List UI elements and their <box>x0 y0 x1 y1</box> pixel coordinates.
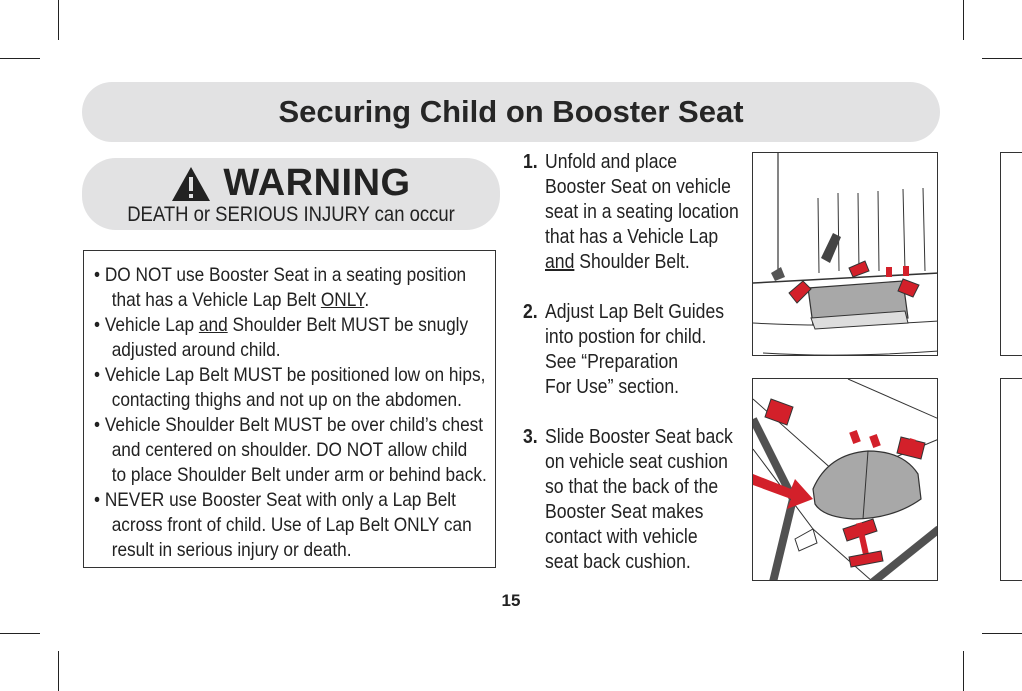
crop-mark <box>963 0 964 40</box>
warning-rule: • Vehicle Lap and Shoulder Belt MUST be snugly adjusted around child. <box>94 314 469 361</box>
warning-heading: WARNING <box>223 162 411 204</box>
warning-heading-row <box>82 162 500 205</box>
crop-mark <box>982 58 1022 59</box>
warning-rule: • Vehicle Shoulder Belt MUST be over child’s chest and centered on shoulder. DO NOT allow child to place Shoulder Belt under arm or behind back. <box>94 414 487 486</box>
warning-rule: • Vehicle Lap Belt MUST be positioned low on hips, contacting thighs and not up on the abdomen. <box>94 364 486 411</box>
step-number: 2. <box>523 301 538 323</box>
adjacent-figure-edge <box>1000 378 1022 581</box>
crop-mark <box>0 58 40 59</box>
step-2: 2. Adjust Lap Belt Guides into postion for child. See “Preparation For Use” section. <box>523 301 725 398</box>
warning-rule: • DO NOT use Booster Seat in a seating position that has a Vehicle Lap Belt ONLY. <box>94 264 467 311</box>
step-number: 3. <box>523 426 538 448</box>
booster-seat-top-view-drawing <box>753 379 938 581</box>
title-bar <box>82 82 940 142</box>
warning-subheading: DEATH or SERIOUS INJURY can occur <box>127 203 455 226</box>
crop-mark <box>963 651 964 691</box>
warning-banner <box>82 158 500 230</box>
warning-rule: • NEVER use Booster Seat with only a Lap Belt across front of child. Use of Lap Belt ONLY can result in serious injury or death. <box>94 489 472 561</box>
booster-seat-placement-illustration <box>752 152 938 356</box>
warning-rules-box <box>83 250 496 568</box>
crop-mark <box>58 0 59 40</box>
crop-mark <box>58 651 59 691</box>
page-title: Securing Child on Booster Seat <box>278 94 744 129</box>
booster-seat-slide-back-illustration <box>752 378 938 581</box>
adjacent-figure-edge <box>1000 152 1022 356</box>
step-number: 1. <box>523 151 538 173</box>
vehicle-seat-drawing <box>753 153 938 356</box>
step-1: 1. Unfold and place Booster Seat on vehicle seat in a seating location that has a Vehicle Lap and Shoulder Belt. <box>523 151 739 273</box>
crop-mark <box>982 633 1022 634</box>
crop-mark <box>0 633 40 634</box>
page-number: 15 <box>501 591 521 610</box>
step-3: 3. Slide Booster Seat back on vehicle seat cushion so that the back of the Booster Seat makes contact with vehicle seat back cushion. <box>523 426 733 573</box>
warning-triangle-icon <box>171 166 211 202</box>
